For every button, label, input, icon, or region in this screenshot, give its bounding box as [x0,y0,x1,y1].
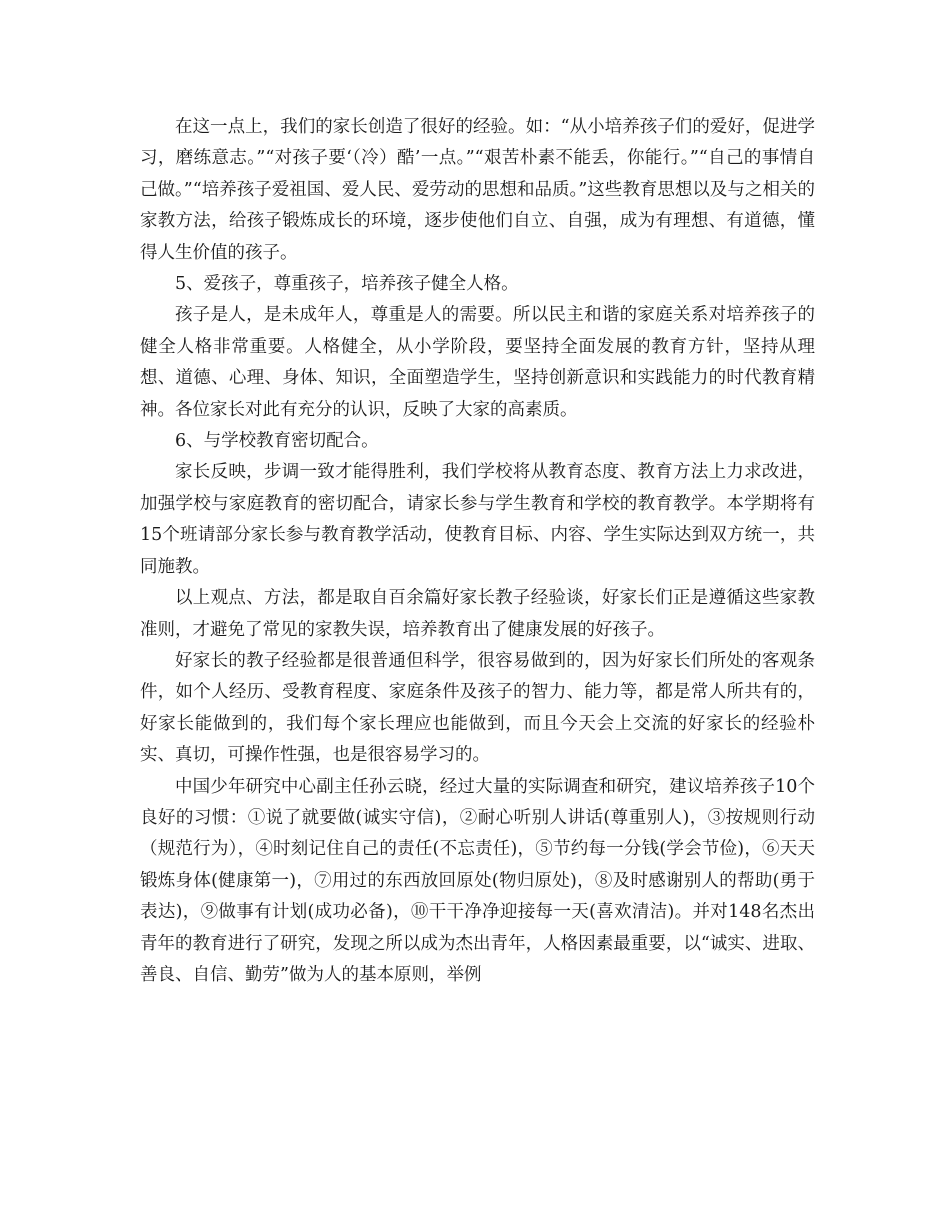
paragraph-easy-to-learn: 好家长的教子经验都是很普通但科学，很容易做到的，因为好家长们所处的客观条件，如个人经历、受教育程度、家庭条件及孩子的智力、能力等，都是常人所共有的，好家长能做到的，我们每个家长理应也能做到，而且今天会上交流的好家长的经验朴实、真切，可操作性强，也是很容易学习的。 [140,650,815,766]
paragraph-summary-methods: 以上观点、方法，都是取自百余篇好家长教子经验谈，好家长们正是遵循这些家教准则，才避免了常见的家教失误，培养教育出了健康发展的好孩子。 [140,588,815,640]
paragraph-healthy-personality: 孩子是人，是未成年人，尊重是人的需要。所以民主和谐的家庭关系对培养孩子的健全人格非常重要。人格健全，从小学阶段，要坚持全面发展的教育方针，坚持从理想、道德、心理、身体、知识，全面塑造学生，坚持创新意识和实践能力的时代教育精神。各位家长对此有充分的认识，反映了大家的高素质。 [140,305,815,420]
document-body [140,112,815,991]
paragraph-ten-habits: 中国少年研究中心副主任孙云晓，经过大量的实际调查和研究，建议培养孩子10个良好的习惯：①说了就要做(诚实守信)，②耐心听别人讲话(尊重别人)，③按规则行动（规范行为），④时刻记住自己的责任(不忘责任)，⑤节约每一分钱(学会节俭)，⑥天天锻炼身体(健康第一)，⑦用过的东西放回原处(物归原处)，⑧及时感谢别人的帮助(勇于表达)，⑨做事有计划(成功必备)，⑩干干净净迎接每一天(喜欢清洁)。并对148名杰出青年的教育进行了研究，发现之所以成为杰出青年，人格因素最重要，以“诚实、进取、善良、自信、勤劳”做为人的基本原则，举例 [140,776,815,985]
paragraph-family-experience: 在这一点上，我们的家长创造了很好的经验。如：“从小培养孩子们的爱好，促进学习，磨练意志。”“对孩子要‘（冷）酷’一点。”“艰苦朴素不能丢，你能行。”“自己的事情自己做。”“培养孩子爱祖国、爱人民、爱劳动的思想和品质。”这些教育思想以及与之相关的家教方法，给孩子锻炼成长的环境，逐步使他们自立、自强，成为有理想、有道德，懂得人生价值的孩子。 [140,117,815,263]
paragraph-parent-participation: 家长反映，步调一致才能得胜利，我们学校将从教育态度、教育方法上力求改进，加强学校与家庭教育的密切配合，请家长参与学生教育和学校的教育教学。本学期将有15个班请部分家长参与教育教学活动，使教育目标、内容、学生实际达到双方统一，共同施教。 [140,462,815,577]
heading-6-school-cooperation: 6、与学校教育密切配合。 [175,431,379,452]
heading-5-respect-children: 5、爱孩子，尊重孩子，培养孩子健全人格。 [175,274,519,295]
